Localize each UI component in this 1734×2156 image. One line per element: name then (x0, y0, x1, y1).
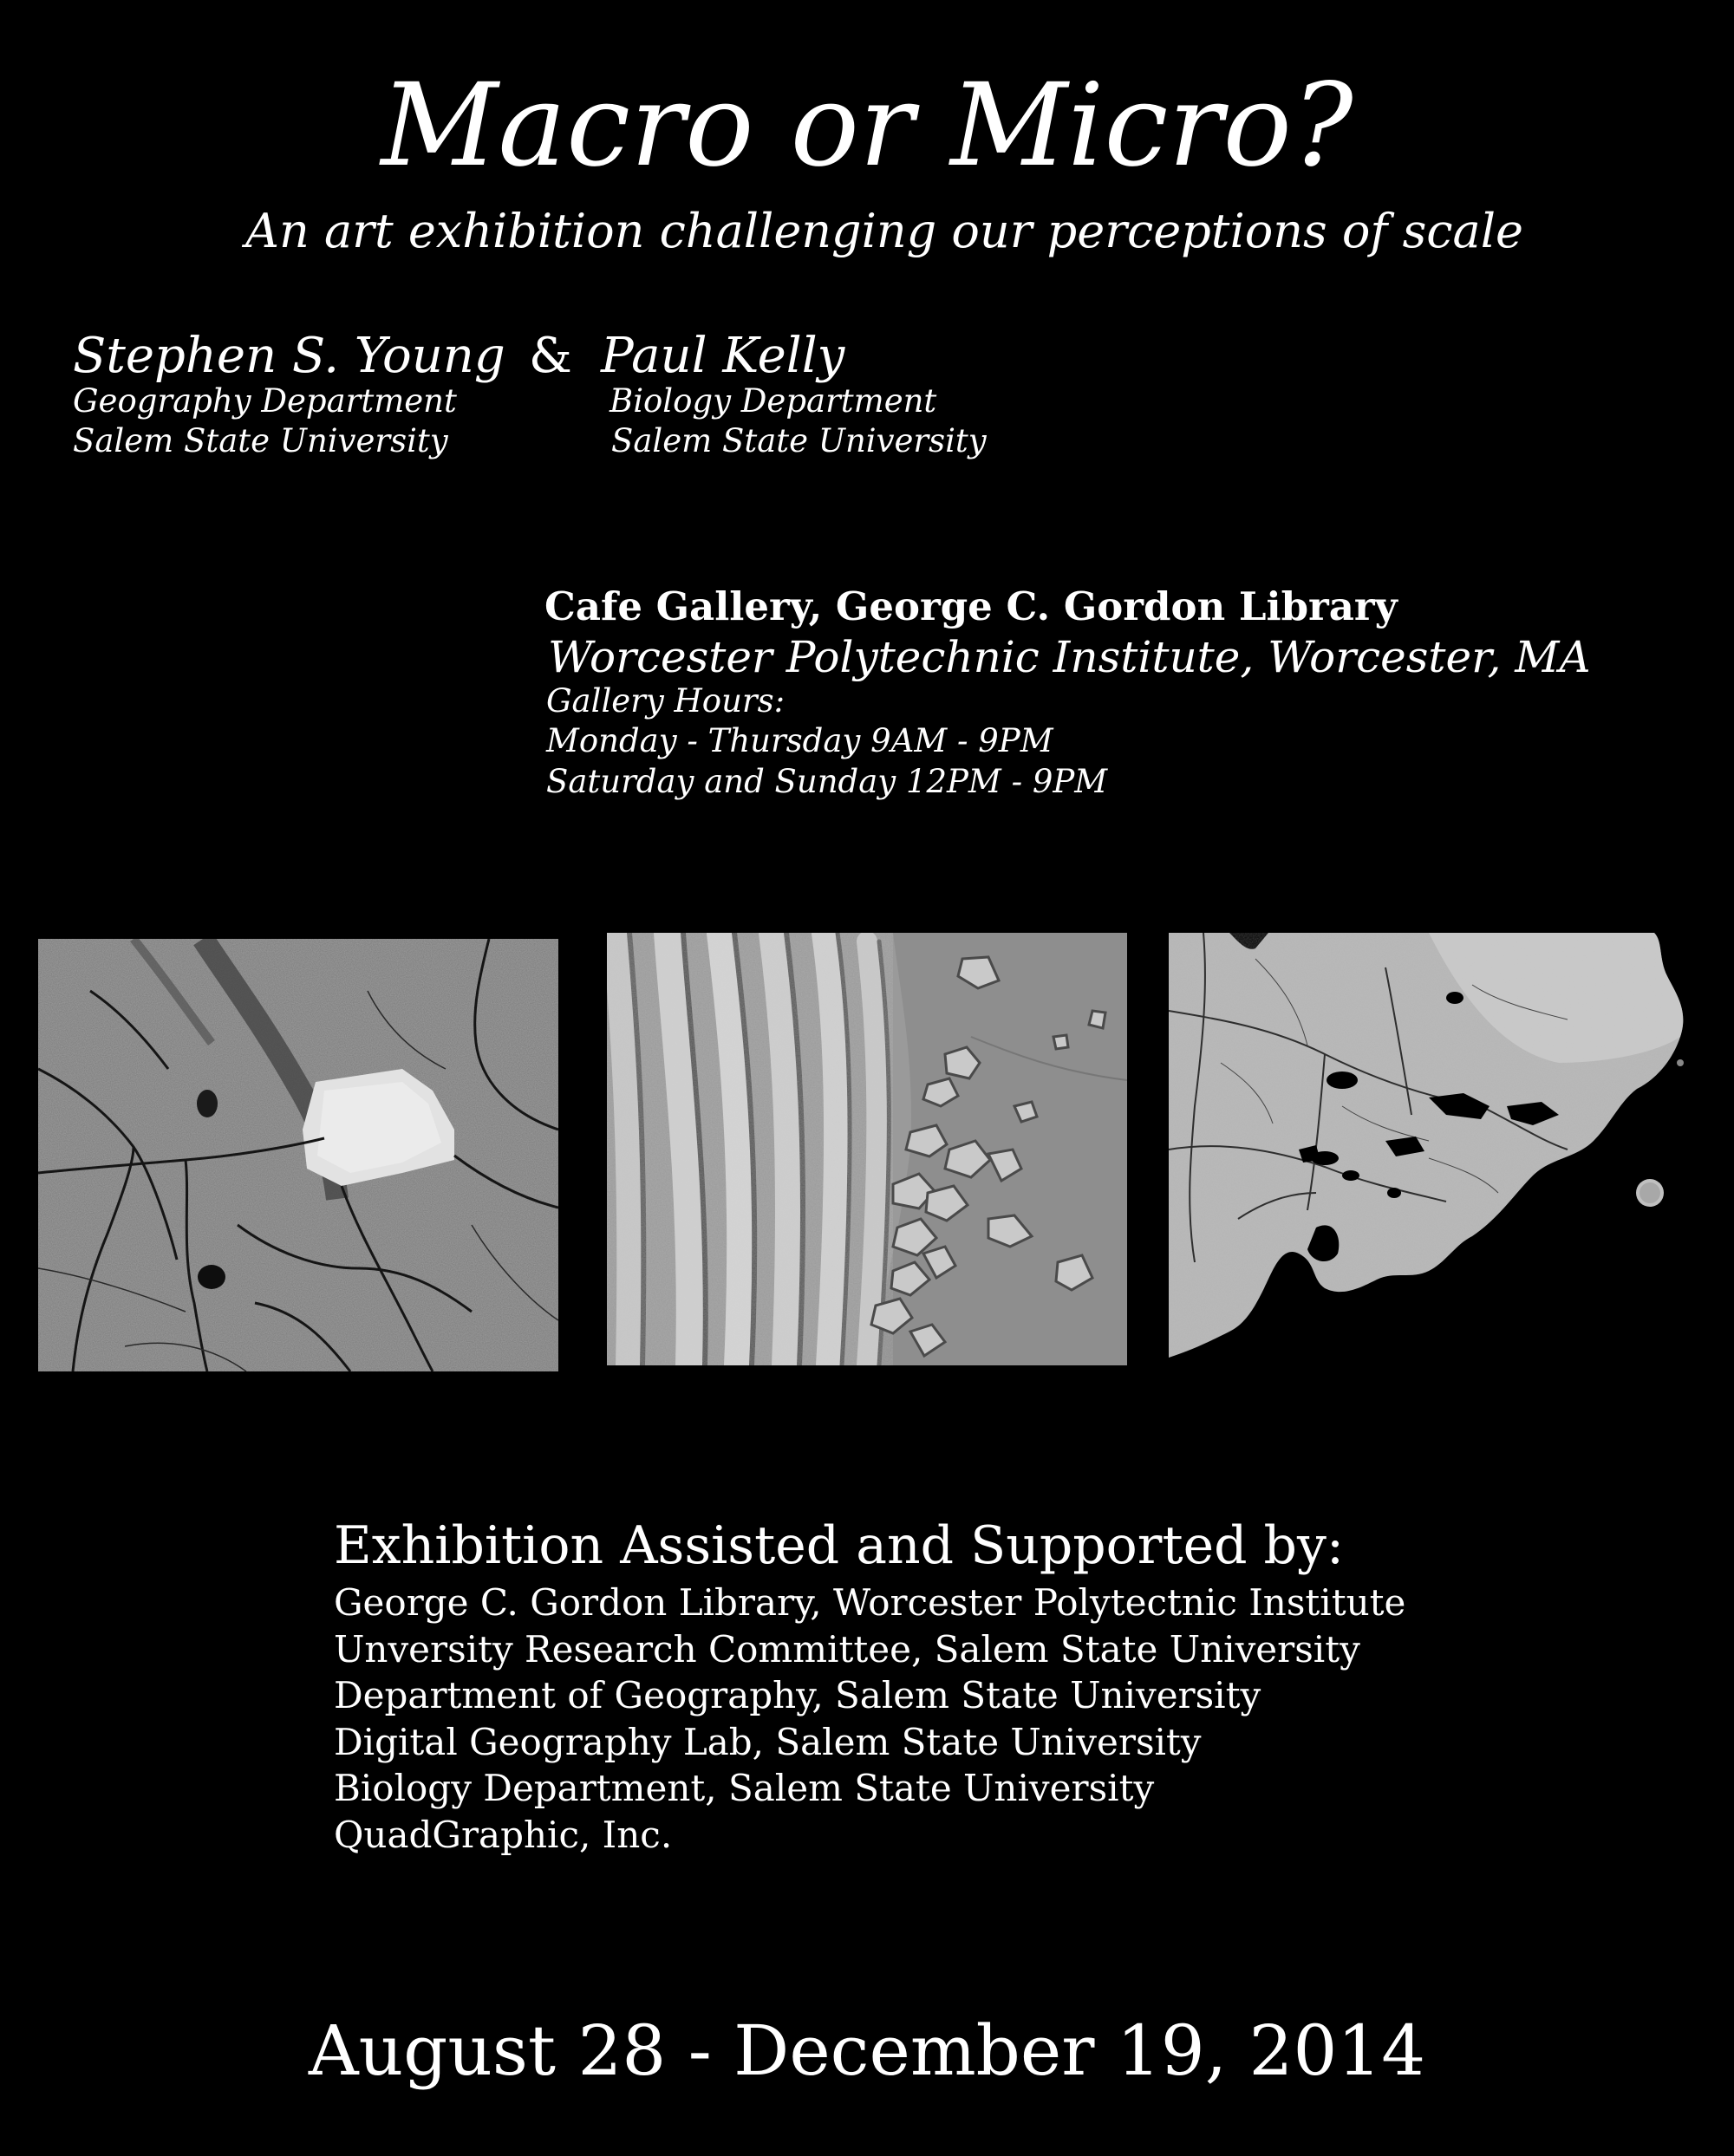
gallery-hours-label: Gallery Hours: (546, 682, 786, 720)
artist-department-kelly: Biology Department (610, 382, 937, 420)
supporters-section (334, 1515, 1405, 1858)
supporter-item: QuadGraphic, Inc. (334, 1813, 673, 1856)
supporters-heading: Exhibition Assisted and Supported by: (334, 1515, 1345, 1576)
supporter-item: Biology Department, Salem State University (334, 1767, 1155, 1809)
supporter-item: Unversity Research Committee, Salem State University (334, 1627, 1360, 1671)
venue-institution: Worcester Polytechnic Institute, Worcester, MA (548, 632, 1591, 682)
supporter-item: George C. Gordon Library, Worcester Polytectnic Institute (334, 1581, 1406, 1624)
supporter-item: Department of Geography, Salem State University (334, 1674, 1261, 1716)
artist-name-kelly: Paul Kelly (601, 328, 845, 384)
rippled-sand-and-pebbles-photo (607, 933, 1127, 1365)
gallery-hours-weekday: Monday - Thursday 9AM - 9PM (546, 722, 1053, 759)
gallery-hours-weekend: Saturday and Sunday 12PM - 9PM (546, 763, 1108, 800)
artist-institution-kelly: Salem State University (611, 422, 987, 459)
cracked-pale-terrain-photo (1169, 933, 1692, 1366)
exhibition-dates: August 28 - December 19, 2014 (308, 2010, 1426, 2091)
poster-title: Macro or Micro? (381, 59, 1353, 192)
artist-department-young: Geography Department (73, 382, 457, 420)
supporter-item: Digital Geography Lab, Salem State University (334, 1720, 1202, 1763)
artists-separator: & (529, 328, 572, 384)
artist-name-young: Stephen S. Young (73, 328, 505, 384)
poster-subtitle: An art exhibition challenging our perceptions of scale (245, 204, 1523, 258)
cracked-rock-surface-photo (38, 939, 558, 1371)
venue-name: Cafe Gallery, George C. Gordon Library (544, 583, 1398, 629)
artist-institution-young: Salem State University (73, 422, 448, 459)
